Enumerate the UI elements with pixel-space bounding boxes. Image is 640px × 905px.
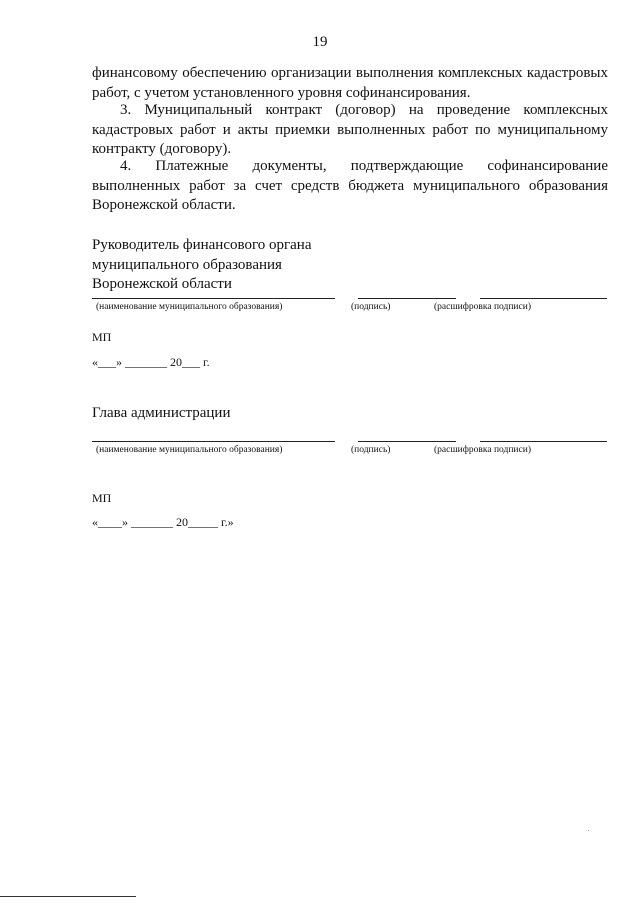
caption-signature: (подпись)	[351, 302, 391, 312]
paragraph-item-3: 3. Муниципальный контракт (договор) на проведение комплексных кадастровых работ и акты приемки выполненных работ по муниципальному контракту (договору).	[92, 102, 608, 157]
signature-line[interactable]	[358, 298, 456, 299]
paragraph-item-4: 4. Платежные документы, подтверждающие софинансирование выполненных работ за счет средств бюджета муниципального образования Воронежской области.	[92, 158, 608, 213]
signature-decoding-line[interactable]	[480, 298, 607, 299]
caption-decoding: (расшифровка подписи)	[434, 302, 531, 312]
signature-title-line-2: муниципального образования	[92, 257, 282, 273]
seal-place-label: МП	[92, 491, 112, 505]
date-line[interactable]: «____» _______ 20_____ г.»	[92, 515, 234, 529]
paragraph-continuation: финансовому обеспечению организации выполнения комплексных кадастровых работ, с учетом установленного уровня софинансирования.	[92, 65, 608, 101]
page-number: 19	[312, 34, 328, 50]
caption-signature: (подпись)	[351, 445, 391, 455]
municipality-name-line[interactable]	[92, 441, 335, 442]
signature-title-line-1: Руководитель финансового органа	[92, 237, 312, 253]
seal-place-label: МП	[92, 330, 112, 344]
date-line[interactable]: «___» _______ 20___ г.	[92, 355, 210, 369]
caption-municipality: (наименование муниципального образования)	[96, 445, 283, 455]
footnote-rule	[0, 896, 136, 897]
caption-decoding: (расшифровка подписи)	[434, 445, 531, 455]
caption-municipality: (наименование муниципального образования)	[96, 302, 283, 312]
scan-speck	[588, 830, 589, 831]
signature-title-line-3: Воронежской области	[92, 276, 232, 292]
signature-line[interactable]	[358, 441, 456, 442]
signature-title: Глава администрации	[92, 405, 231, 421]
municipality-name-line[interactable]	[92, 298, 335, 299]
signature-decoding-line[interactable]	[480, 441, 607, 442]
